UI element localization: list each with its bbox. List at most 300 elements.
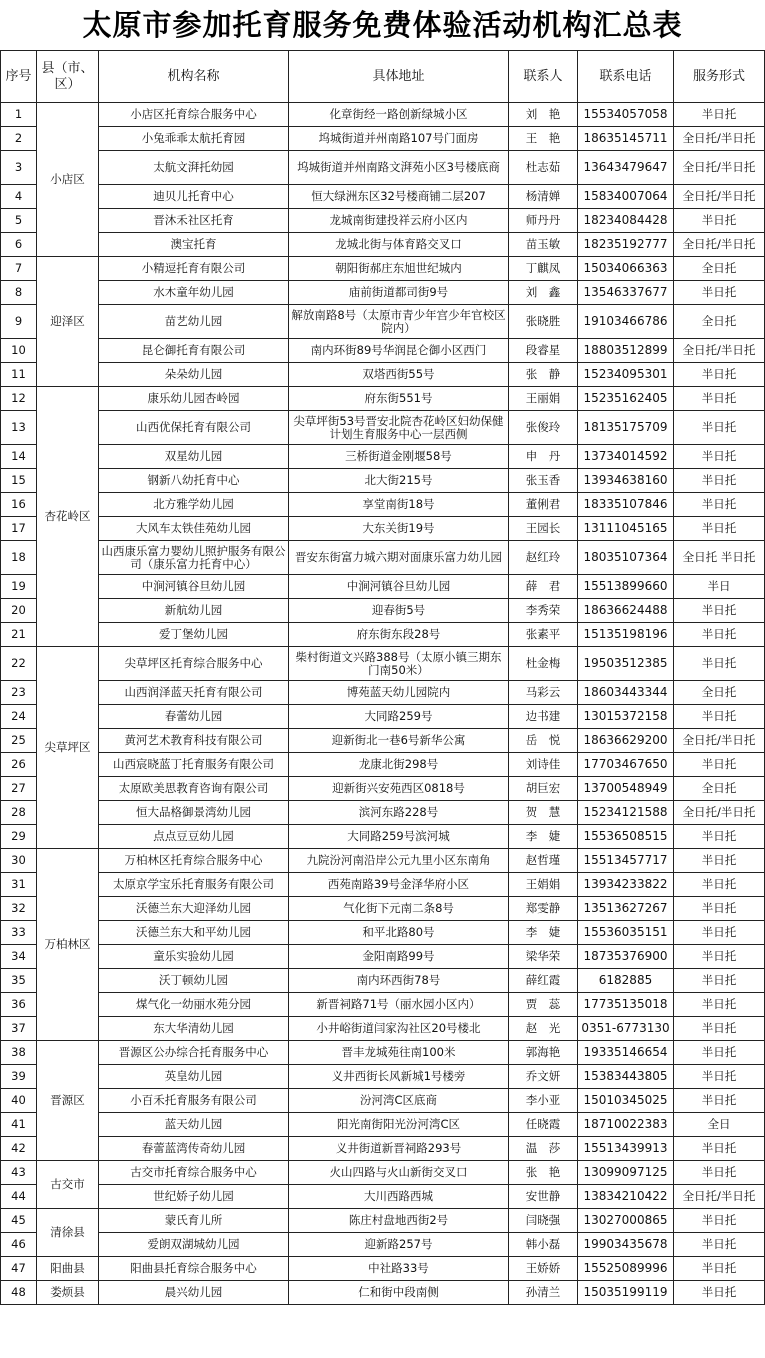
row-number: 4 xyxy=(1,185,37,209)
address: 南内环西街78号 xyxy=(289,969,509,993)
service-type: 半日托 xyxy=(674,1089,765,1113)
institution-name: 太原欧美思教育咨询有限公司 xyxy=(99,777,289,801)
institution-name: 点点豆豆幼儿园 xyxy=(99,825,289,849)
row-number: 25 xyxy=(1,729,37,753)
contact-person: 岳 悦 xyxy=(509,729,578,753)
phone-number: 13643479647 xyxy=(578,151,674,185)
address: 享堂南街18号 xyxy=(289,493,509,517)
institution-name: 晋沐禾社区托育 xyxy=(99,209,289,233)
phone-number: 18710022383 xyxy=(578,1113,674,1137)
service-type: 全日托/半日托 xyxy=(674,185,765,209)
phone-number: 13834210422 xyxy=(578,1185,674,1209)
institution-name: 苗艺幼儿园 xyxy=(99,305,289,339)
service-type: 半日托 xyxy=(674,897,765,921)
service-type: 全日托/半日托 xyxy=(674,151,765,185)
phone-number: 17703467650 xyxy=(578,753,674,777)
row-number: 19 xyxy=(1,575,37,599)
table-row xyxy=(1,103,765,127)
phone-number: 15234095301 xyxy=(578,363,674,387)
service-type: 全日托 xyxy=(674,681,765,705)
address: 朝阳街郝庄东旭世纪城内 xyxy=(289,257,509,281)
contact-person: 赵哲瑾 xyxy=(509,849,578,873)
address: 府东街551号 xyxy=(289,387,509,411)
phone-number: 19903435678 xyxy=(578,1233,674,1257)
institution-name: 沃德兰东大迎泽幼儿园 xyxy=(99,897,289,921)
phone-number: 19335146654 xyxy=(578,1041,674,1065)
county-cell: 阳曲县 xyxy=(37,1257,99,1281)
institution-name: 钢新八幼托育中心 xyxy=(99,469,289,493)
row-number: 36 xyxy=(1,993,37,1017)
address: 坞城街道并州南路文湃苑小区3号楼底商 xyxy=(289,151,509,185)
county-cell: 迎泽区 xyxy=(37,257,99,387)
row-number: 29 xyxy=(1,825,37,849)
contact-person: 刘 鑫 xyxy=(509,281,578,305)
phone-number: 15234121588 xyxy=(578,801,674,825)
address: 中涧河镇谷旦幼儿园 xyxy=(289,575,509,599)
address: 滨河东路228号 xyxy=(289,801,509,825)
contact-person: 张素平 xyxy=(509,623,578,647)
table-row xyxy=(1,1017,765,1041)
phone-number: 13546337677 xyxy=(578,281,674,305)
institution-name: 晨兴幼儿园 xyxy=(99,1281,289,1305)
address: 迎新街北一巷6号新华公寓 xyxy=(289,729,509,753)
address: 仁和街中段南侧 xyxy=(289,1281,509,1305)
address: 南内环街89号华润昆仑御小区西门 xyxy=(289,339,509,363)
institution-table xyxy=(0,50,765,1305)
row-number: 6 xyxy=(1,233,37,257)
institution-name: 阳曲县托育综合服务中心 xyxy=(99,1257,289,1281)
institution-name: 太原京学宝乐托育服务有限公司 xyxy=(99,873,289,897)
header-county: 县（市、区） xyxy=(37,51,99,103)
phone-number: 13015372158 xyxy=(578,705,674,729)
county-cell: 杏花岭区 xyxy=(37,387,99,647)
address: 博苑蓝天幼儿园院内 xyxy=(289,681,509,705)
service-type: 半日托 xyxy=(674,647,765,681)
address: 庙前街道都司街9号 xyxy=(289,281,509,305)
service-type: 半日托 xyxy=(674,387,765,411)
address: 大同路259号滨河城 xyxy=(289,825,509,849)
address: 坞城街道并州南路107号门面房 xyxy=(289,127,509,151)
table-row xyxy=(1,1113,765,1137)
contact-person: 张俊玲 xyxy=(509,411,578,445)
contact-person: 杨清婵 xyxy=(509,185,578,209)
header-phone: 联系电话 xyxy=(578,51,674,103)
phone-number: 15834007064 xyxy=(578,185,674,209)
row-number: 2 xyxy=(1,127,37,151)
row-number: 13 xyxy=(1,411,37,445)
row-number: 5 xyxy=(1,209,37,233)
table-row xyxy=(1,305,765,339)
institution-name: 尖草坪区托育综合服务中心 xyxy=(99,647,289,681)
document-title: 太原市参加托育服务免费体验活动机构汇总表 xyxy=(82,8,683,42)
row-number: 35 xyxy=(1,969,37,993)
contact-person: 师丹丹 xyxy=(509,209,578,233)
contact-person: 王 艳 xyxy=(509,127,578,151)
institution-name: 英皇幼儿园 xyxy=(99,1065,289,1089)
table-row xyxy=(1,647,765,681)
contact-person: 王丽娟 xyxy=(509,387,578,411)
contact-person: 段睿星 xyxy=(509,339,578,363)
contact-person: 胡巨宏 xyxy=(509,777,578,801)
table-row xyxy=(1,1233,765,1257)
row-number: 47 xyxy=(1,1257,37,1281)
table-row xyxy=(1,1137,765,1161)
header-name: 机构名称 xyxy=(99,51,289,103)
row-number: 22 xyxy=(1,647,37,681)
header-contact: 联系人 xyxy=(509,51,578,103)
service-type: 全日托 半日托 xyxy=(674,541,765,575)
service-type: 半日托 xyxy=(674,1209,765,1233)
county-cell: 清徐县 xyxy=(37,1209,99,1257)
address: 中社路33号 xyxy=(289,1257,509,1281)
contact-person: 边书建 xyxy=(509,705,578,729)
phone-number: 15536508515 xyxy=(578,825,674,849)
table-row xyxy=(1,469,765,493)
phone-number: 19503512385 xyxy=(578,647,674,681)
phone-number: 18235192777 xyxy=(578,233,674,257)
address: 北大街215号 xyxy=(289,469,509,493)
phone-number: 18803512899 xyxy=(578,339,674,363)
service-type: 半日托 xyxy=(674,1161,765,1185)
county-cell: 尖草坪区 xyxy=(37,647,99,849)
table-row xyxy=(1,599,765,623)
institution-name: 迪贝儿托育中心 xyxy=(99,185,289,209)
row-number: 3 xyxy=(1,151,37,185)
table-row xyxy=(1,339,765,363)
institution-name: 康乐幼儿园杏岭园 xyxy=(99,387,289,411)
address: 和平北路80号 xyxy=(289,921,509,945)
contact-person: 郑雯静 xyxy=(509,897,578,921)
institution-name: 山西润泽蓝天托育有限公司 xyxy=(99,681,289,705)
phone-number: 13099097125 xyxy=(578,1161,674,1185)
county-cell: 小店区 xyxy=(37,103,99,257)
county-cell: 古交市 xyxy=(37,1161,99,1209)
table-row xyxy=(1,1041,765,1065)
contact-person: 杜金梅 xyxy=(509,647,578,681)
table-row xyxy=(1,801,765,825)
service-type: 半日托 xyxy=(674,517,765,541)
row-number: 48 xyxy=(1,1281,37,1305)
phone-number: 6182885 xyxy=(578,969,674,993)
row-number: 32 xyxy=(1,897,37,921)
row-number: 41 xyxy=(1,1113,37,1137)
table-row xyxy=(1,897,765,921)
phone-number: 0351-6773130 xyxy=(578,1017,674,1041)
address: 晋丰龙城苑往南100米 xyxy=(289,1041,509,1065)
row-number: 21 xyxy=(1,623,37,647)
service-type: 半日托 xyxy=(674,1233,765,1257)
contact-person: 董俐君 xyxy=(509,493,578,517)
table-row xyxy=(1,1257,765,1281)
institution-name: 新航幼儿园 xyxy=(99,599,289,623)
row-number: 23 xyxy=(1,681,37,705)
row-number: 9 xyxy=(1,305,37,339)
service-type: 半日托 xyxy=(674,1257,765,1281)
phone-number: 13734014592 xyxy=(578,445,674,469)
institution-name: 水木童年幼儿园 xyxy=(99,281,289,305)
address: 大川西路西城 xyxy=(289,1185,509,1209)
contact-person: 李秀荣 xyxy=(509,599,578,623)
service-type: 半日托 xyxy=(674,363,765,387)
table-row xyxy=(1,729,765,753)
row-number: 7 xyxy=(1,257,37,281)
phone-number: 15536035151 xyxy=(578,921,674,945)
row-number: 1 xyxy=(1,103,37,127)
phone-number: 15135198196 xyxy=(578,623,674,647)
contact-person: 张 艳 xyxy=(509,1161,578,1185)
address: 汾河湾C区底商 xyxy=(289,1089,509,1113)
header-service: 服务形式 xyxy=(674,51,765,103)
row-number: 16 xyxy=(1,493,37,517)
contact-person: 韩小磊 xyxy=(509,1233,578,1257)
row-number: 34 xyxy=(1,945,37,969)
institution-name: 黄河艺术教育科技有限公司 xyxy=(99,729,289,753)
contact-person: 闫晓强 xyxy=(509,1209,578,1233)
institution-name: 山西康乐富力婴幼儿照护服务有限公司（康乐富力托育中心） xyxy=(99,541,289,575)
table-row xyxy=(1,127,765,151)
row-number: 46 xyxy=(1,1233,37,1257)
service-type: 半日托 xyxy=(674,1281,765,1305)
institution-name: 朵朵幼儿园 xyxy=(99,363,289,387)
address: 迎新街兴安苑西区0818号 xyxy=(289,777,509,801)
contact-person: 温 莎 xyxy=(509,1137,578,1161)
service-type: 半日托 xyxy=(674,623,765,647)
service-type: 全日托/半日托 xyxy=(674,801,765,825)
contact-person: 王园长 xyxy=(509,517,578,541)
table-row xyxy=(1,1209,765,1233)
row-number: 12 xyxy=(1,387,37,411)
table-row xyxy=(1,705,765,729)
table-row xyxy=(1,541,765,575)
institution-name: 小百禾托育服务有限公司 xyxy=(99,1089,289,1113)
institution-name: 沃丁顿幼儿园 xyxy=(99,969,289,993)
service-type: 半日托 xyxy=(674,993,765,1017)
contact-person: 赵红玲 xyxy=(509,541,578,575)
phone-number: 18234084428 xyxy=(578,209,674,233)
service-type: 半日托 xyxy=(674,445,765,469)
address: 阳光南街阳光汾河湾C区 xyxy=(289,1113,509,1137)
phone-number: 15235162405 xyxy=(578,387,674,411)
county-cell: 娄烦县 xyxy=(37,1281,99,1305)
row-number: 42 xyxy=(1,1137,37,1161)
row-number: 45 xyxy=(1,1209,37,1233)
institution-name: 晋源区公办综合托育服务中心 xyxy=(99,1041,289,1065)
table-row xyxy=(1,151,765,185)
phone-number: 13934233822 xyxy=(578,873,674,897)
table-row xyxy=(1,993,765,1017)
table-row xyxy=(1,1281,765,1305)
address: 三桥街道金刚堰58号 xyxy=(289,445,509,469)
institution-name: 沃德兰东大和平幼儿园 xyxy=(99,921,289,945)
table-row xyxy=(1,681,765,705)
institution-name: 童乐实验幼儿园 xyxy=(99,945,289,969)
phone-number: 15383443805 xyxy=(578,1065,674,1089)
phone-number: 15513439913 xyxy=(578,1137,674,1161)
address: 解放南路8号（太原市青少年宫少年官校区院内） xyxy=(289,305,509,339)
phone-number: 15034066363 xyxy=(578,257,674,281)
service-type: 半日托 xyxy=(674,969,765,993)
service-type: 半日托 xyxy=(674,469,765,493)
contact-person: 贾 蕊 xyxy=(509,993,578,1017)
institution-name: 山西宸晓蓝丁托育服务有限公司 xyxy=(99,753,289,777)
row-number: 11 xyxy=(1,363,37,387)
institution-name: 太航文湃托幼园 xyxy=(99,151,289,185)
table-row xyxy=(1,233,765,257)
service-type: 全日托/半日托 xyxy=(674,1185,765,1209)
institution-name: 春蕾幼儿园 xyxy=(99,705,289,729)
row-number: 20 xyxy=(1,599,37,623)
table-body xyxy=(1,103,765,1305)
service-type: 全日托/半日托 xyxy=(674,339,765,363)
service-type: 半日托 xyxy=(674,411,765,445)
phone-number: 18035107364 xyxy=(578,541,674,575)
phone-number: 19103466786 xyxy=(578,305,674,339)
address: 龙康北街298号 xyxy=(289,753,509,777)
contact-person: 李 婕 xyxy=(509,921,578,945)
phone-number: 15513899660 xyxy=(578,575,674,599)
contact-person: 王娇娇 xyxy=(509,1257,578,1281)
contact-person: 丁麒凤 xyxy=(509,257,578,281)
phone-number: 18735376900 xyxy=(578,945,674,969)
contact-person: 薛红霞 xyxy=(509,969,578,993)
contact-person: 乔文妍 xyxy=(509,1065,578,1089)
service-type: 半日托 xyxy=(674,849,765,873)
address: 恒大绿洲东区32号楼商铺二层207 xyxy=(289,185,509,209)
phone-number: 13111045165 xyxy=(578,517,674,541)
phone-number: 15513457717 xyxy=(578,849,674,873)
address: 小井峪街道闫家沟社区20号楼北 xyxy=(289,1017,509,1041)
institution-name: 双星幼儿园 xyxy=(99,445,289,469)
phone-number: 18335107846 xyxy=(578,493,674,517)
row-number: 28 xyxy=(1,801,37,825)
contact-person: 张玉香 xyxy=(509,469,578,493)
institution-name: 恒大品格御景湾幼儿园 xyxy=(99,801,289,825)
phone-number: 15035199119 xyxy=(578,1281,674,1305)
row-number: 40 xyxy=(1,1089,37,1113)
institution-name: 澳宝托育 xyxy=(99,233,289,257)
row-number: 43 xyxy=(1,1161,37,1185)
service-type: 全日托 xyxy=(674,257,765,281)
institution-name: 大风车太铁佳苑幼儿园 xyxy=(99,517,289,541)
table-row xyxy=(1,623,765,647)
address: 龙城北街与体育路交叉口 xyxy=(289,233,509,257)
service-type: 全日托 xyxy=(674,305,765,339)
address: 柴村街道文兴路388号（太原小镇三期东门南50米） xyxy=(289,647,509,681)
contact-person: 薛 君 xyxy=(509,575,578,599)
contact-person: 贺 慧 xyxy=(509,801,578,825)
institution-name: 古交市托育综合服务中心 xyxy=(99,1161,289,1185)
row-number: 24 xyxy=(1,705,37,729)
contact-person: 苗玉敏 xyxy=(509,233,578,257)
phone-number: 13700548949 xyxy=(578,777,674,801)
phone-number: 13513627267 xyxy=(578,897,674,921)
address: 双塔西街55号 xyxy=(289,363,509,387)
address: 金阳南路99号 xyxy=(289,945,509,969)
table-row xyxy=(1,777,765,801)
table-row xyxy=(1,517,765,541)
row-number: 37 xyxy=(1,1017,37,1041)
row-number: 31 xyxy=(1,873,37,897)
phone-number: 18135175709 xyxy=(578,411,674,445)
contact-person: 刘诗佳 xyxy=(509,753,578,777)
service-type: 半日托 xyxy=(674,599,765,623)
phone-number: 15534057058 xyxy=(578,103,674,127)
service-type: 半日 xyxy=(674,575,765,599)
table-row xyxy=(1,387,765,411)
address: 化章街经一路创新绿城小区 xyxy=(289,103,509,127)
address: 陈庄村盘地西街2号 xyxy=(289,1209,509,1233)
service-type: 全日 xyxy=(674,1113,765,1137)
institution-name: 北方雅学幼儿园 xyxy=(99,493,289,517)
contact-person: 申 丹 xyxy=(509,445,578,469)
address: 大同路259号 xyxy=(289,705,509,729)
header-address: 具体地址 xyxy=(289,51,509,103)
address: 晋安东街富力城六期对面康乐富力幼儿园 xyxy=(289,541,509,575)
table-row xyxy=(1,575,765,599)
institution-name: 春蕾蓝湾传奇幼儿园 xyxy=(99,1137,289,1161)
header-no: 序号 xyxy=(1,51,37,103)
row-number: 18 xyxy=(1,541,37,575)
phone-number: 17735135018 xyxy=(578,993,674,1017)
contact-person: 马彩云 xyxy=(509,681,578,705)
phone-number: 15010345025 xyxy=(578,1089,674,1113)
row-number: 17 xyxy=(1,517,37,541)
institution-name: 爱丁堡幼儿园 xyxy=(99,623,289,647)
address: 义井西街长风新城1号楼旁 xyxy=(289,1065,509,1089)
service-type: 半日托 xyxy=(674,945,765,969)
table-row xyxy=(1,969,765,993)
institution-name: 东大华清幼儿园 xyxy=(99,1017,289,1041)
address: 府东街东段28号 xyxy=(289,623,509,647)
institution-name: 小兔乖乖太航托育园 xyxy=(99,127,289,151)
address: 尖草坪街53号晋安北院杏花岭区妇幼保健计划生育服务中心一层西侧 xyxy=(289,411,509,445)
service-type: 半日托 xyxy=(674,825,765,849)
service-type: 半日托 xyxy=(674,493,765,517)
row-number: 44 xyxy=(1,1185,37,1209)
service-type: 半日托 xyxy=(674,1065,765,1089)
row-number: 39 xyxy=(1,1065,37,1089)
phone-number: 18603443344 xyxy=(578,681,674,705)
table-row xyxy=(1,445,765,469)
table-row xyxy=(1,849,765,873)
address: 火山四路与火山新街交叉口 xyxy=(289,1161,509,1185)
service-type: 全日托 xyxy=(674,777,765,801)
phone-number: 18636629200 xyxy=(578,729,674,753)
table-row xyxy=(1,873,765,897)
phone-number: 18635145711 xyxy=(578,127,674,151)
table-row xyxy=(1,411,765,445)
contact-person: 任晓霞 xyxy=(509,1113,578,1137)
table-row xyxy=(1,945,765,969)
table-row xyxy=(1,257,765,281)
institution-name: 煤气化一幼丽水苑分园 xyxy=(99,993,289,1017)
phone-number: 15525089996 xyxy=(578,1257,674,1281)
address: 迎春街5号 xyxy=(289,599,509,623)
address: 迎新路257号 xyxy=(289,1233,509,1257)
contact-person: 李 婕 xyxy=(509,825,578,849)
row-number: 38 xyxy=(1,1041,37,1065)
phone-number: 18636624488 xyxy=(578,599,674,623)
institution-name: 世纪娇子幼儿园 xyxy=(99,1185,289,1209)
service-type: 半日托 xyxy=(674,873,765,897)
contact-person: 王娟娟 xyxy=(509,873,578,897)
table-row xyxy=(1,1089,765,1113)
contact-person: 李小亚 xyxy=(509,1089,578,1113)
service-type: 半日托 xyxy=(674,1017,765,1041)
address: 西苑南路39号金泽华府小区 xyxy=(289,873,509,897)
contact-person: 张 静 xyxy=(509,363,578,387)
address: 大东关街19号 xyxy=(289,517,509,541)
